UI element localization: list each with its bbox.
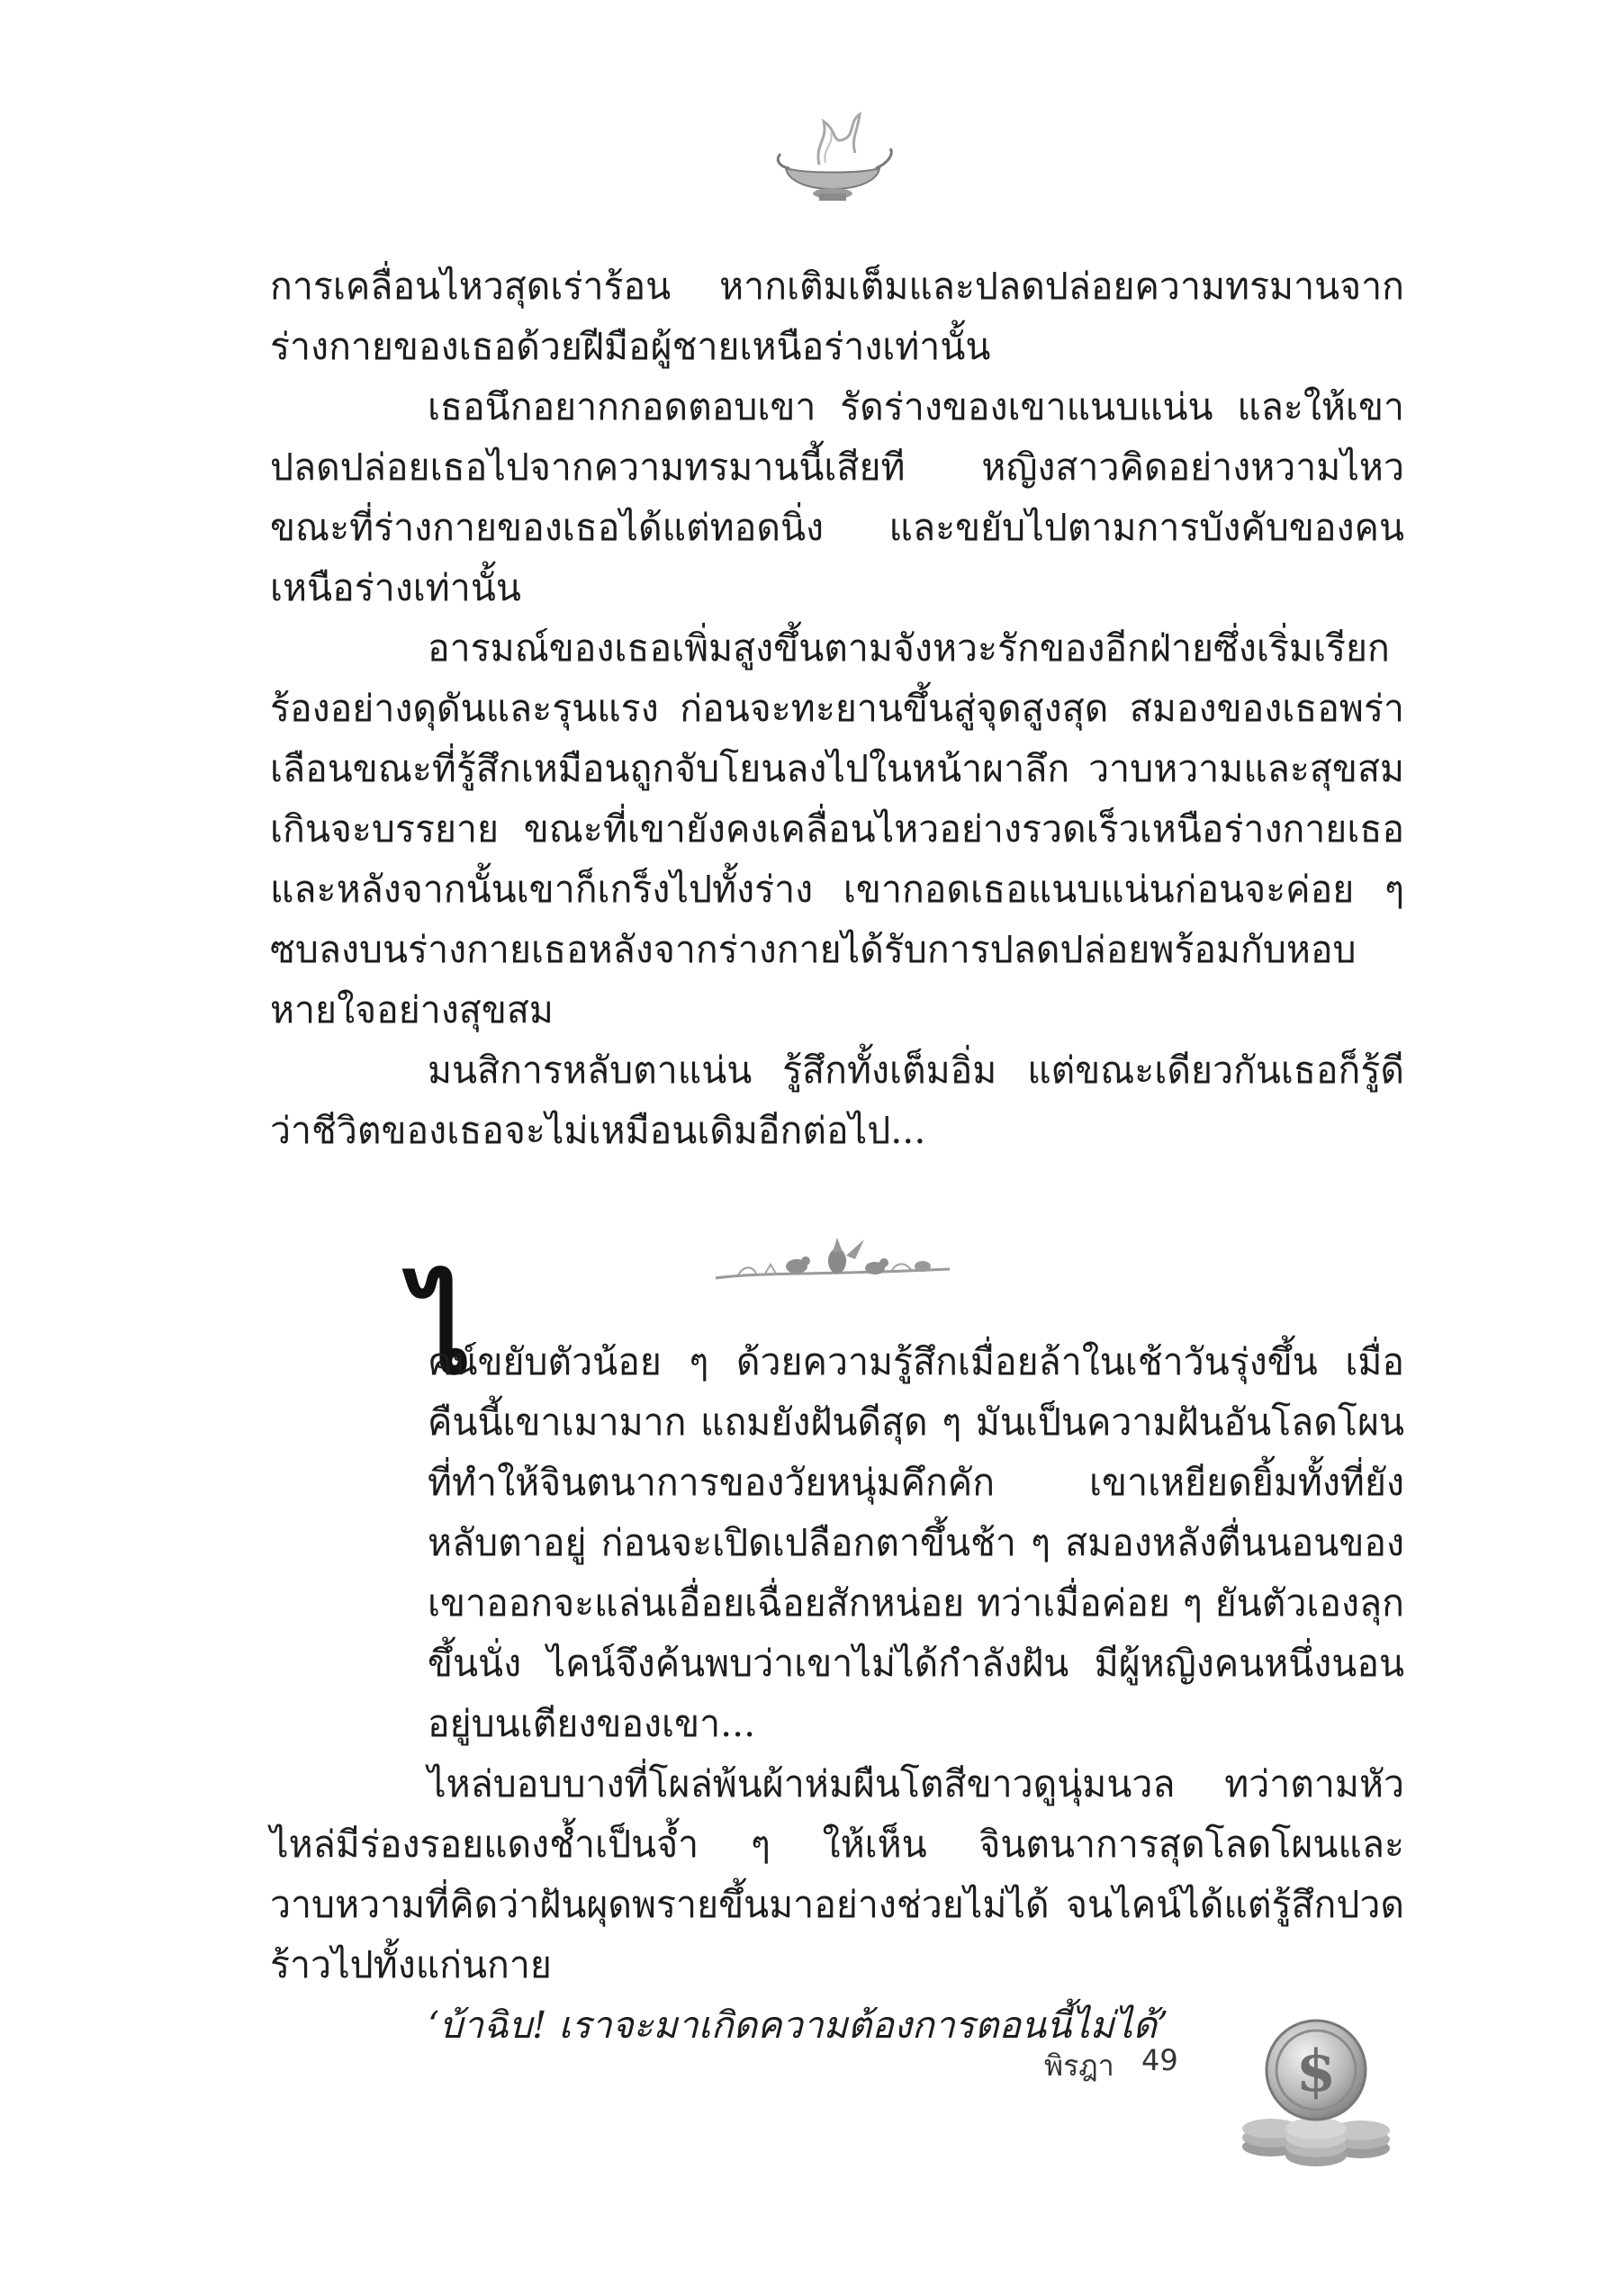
upper-text-block	[270, 257, 1404, 1161]
drop-cap-letter: ไ	[412, 1263, 472, 1400]
paragraph: ไหล่บอบบางที่โผล่พ้นผ้าห่มผืนโตสีขาวดูนุ่มนวล ทว่าตามหัวไหล่มีร่องรอยแดงช้ำเป็นจ้ำ ๆ ให้เห็น จินตนาการสุดโลดโผนและวาบหวามที่คิดว่าฝันผุดพรายขึ้นมาอย่างช่วยไม่ได้ จนไคน์ได้แต่รู้สึกปวดร้าวไปทั้งแก่นกาย	[270, 1762, 1404, 1986]
magic-lamp-icon	[770, 104, 896, 221]
author-name: พิรฎา	[1044, 2048, 1114, 2083]
paragraph: มนสิการหลับตาแน่น รู้สึกทั้งเต็มอิ่ม แต่ขณะเดียวกันเธอก็รู้ดีว่าชีวิตของเธอจะไม่เหมือนเดิมอีกต่อไป...	[270, 1049, 1404, 1152]
dollar-coins-icon	[1235, 2012, 1397, 2169]
paragraph: เธอนึกอยากกอดตอบเขา รัดร่างของเขาแนบแน่น และให้เขาปลดปล่อยเธอไปจากความทรมานนี้เสียที หญิงสาวคิดอย่างหวามไหว ขณะที่ร่างกายของเธอได้แต่ทอดนิ่ง และขยับไปตามการบังคับของคนเหนือร่างเท่านั้น	[270, 385, 1404, 609]
page-number: 49	[1141, 2043, 1178, 2077]
svg-text:$: $	[1295, 2038, 1337, 2105]
paragraph: คน์ขยับตัวน้อย ๆ ด้วยความรู้สึกเมื่อยล้าในเช้าวันรุ่งขึ้น เมื่อคืนนี้เขาเมามาก แถมยังฝันดีสุด ๆ มันเป็นความฝันอันโลดโผนที่ทำให้จินตนาการของวัยหนุ่มคึกคัก เขาเหยียดยิ้มทั้งที่ยังหลับตาอยู่ ก่อนจะเปิดเปลือกตาขึ้นช้า ๆ สมองหลังตื่นนอนของเขาออกจะแล่นเอื่อยเฉื่อยสักหน่อย ทว่าเมื่อค่อย ๆ ยันตัวเองลุกขึ้นนั่ง ไคน์จึงค้นพบว่าเขาไม่ได้กำลังฝัน มีผู้หญิงคนหนึ่งนอนอยู่บนเตียงของเขา...	[428, 1340, 1404, 1745]
dialogue-line: ‘บ้าฉิบ! เราจะมาเกิดความต้องการตอนนี้ไม่ได้’	[428, 2003, 1169, 2047]
bird-branch-ornament-icon	[711, 1229, 954, 1301]
paragraph: การเคลื่อนไหวสุดเร่าร้อน หากเติมเต็มและปลดปล่อยความทรมานจากร่างกายของเธอด้วยฝีมือผู้ชายเหนือร่างเท่านั้น	[270, 265, 1404, 368]
lower-text-block	[270, 1332, 1404, 2056]
paragraph: อารมณ์ของเธอเพิ่มสูงขึ้นตามจังหวะรักของอีกฝ่ายซึ่งเริ่มเรียกร้องอย่างดุดันและรุนแรง ก่อนจะทะยานขึ้นสู่จุดสูงสุด สมองของเธอพร่าเลือนขณะที่รู้สึกเหมือนถูกจับโยนลงไปในหน้าผาลึก วาบหวามและสุขสมเกินจะบรรยาย ขณะที่เขายังคงเคลื่อนไหวอย่างรวดเร็วเหนือร่างกายเธอ และหลังจากนั้นเขาก็เกร็งไปทั้งร่าง เขากอดเธอแนบแน่นก่อนจะค่อย ๆ ซบลงบนร่างกายเธอหลังจากร่างกายได้รับการปลดปล่อยพร้อมกับหอบหายใจอย่างสุขสม	[270, 626, 1404, 1031]
